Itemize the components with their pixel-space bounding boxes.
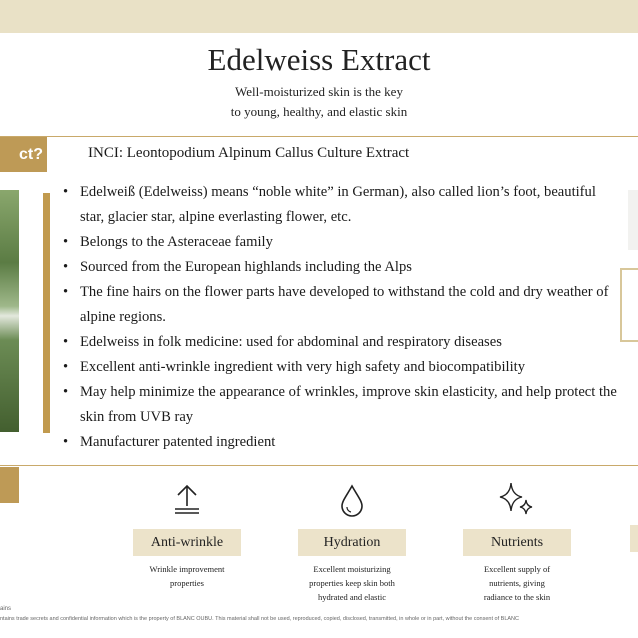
feature-desc bbox=[463, 562, 571, 604]
subtitle-line-2: to young, healthy, and elastic skin bbox=[230, 104, 408, 119]
feature-label: Anti-wrinkle bbox=[133, 529, 241, 556]
section-divider-bottom bbox=[0, 465, 638, 466]
feature-label: Hydration bbox=[298, 529, 406, 556]
feature-anti-wrinkle bbox=[133, 478, 241, 590]
section-tab: ct? bbox=[0, 137, 47, 172]
top-banner bbox=[0, 0, 638, 33]
list-item: • Excellent anti-wrinkle ingredient with very high safety and biocompatibility bbox=[62, 355, 622, 380]
inci-name: INCI: Leontopodium Alpinum Callus Culture Extract bbox=[88, 145, 410, 161]
list-item: • Sourced from the European highlands including the Alps bbox=[62, 255, 622, 280]
page-subtitle bbox=[0, 82, 638, 122]
feature-desc-line: properties keep skin both bbox=[309, 578, 395, 588]
list-item: • Manufacturer patented ingredient bbox=[62, 430, 622, 455]
feature-desc bbox=[298, 562, 406, 604]
accent-bar bbox=[43, 193, 50, 433]
feature-desc-line: hydrated and elastic bbox=[318, 592, 386, 602]
feature-desc-line: Wrinkle improvement bbox=[149, 564, 225, 574]
section-tab-bottom bbox=[0, 467, 19, 503]
feature-desc bbox=[133, 562, 241, 590]
water-drop-icon bbox=[298, 478, 406, 522]
confidentiality-footer: ntains trade secrets and confidential information which is the property of BLANC OUBU. This material shall not be used, reproduced, copied, disclosed, transmitted, in whole or in part, without the consent of BLANC bbox=[0, 616, 519, 622]
feature-desc-line: nutrients, giving bbox=[489, 578, 545, 588]
feature-nutrients bbox=[463, 478, 571, 604]
feature-hydration bbox=[298, 478, 406, 604]
subtitle-line-1: Well-moisturized skin is the key bbox=[235, 84, 403, 99]
feature-label-partial bbox=[630, 525, 638, 552]
section-divider-top bbox=[0, 136, 638, 137]
feature-desc-line: radiance to the skin bbox=[483, 592, 551, 602]
upload-arrow-icon bbox=[133, 478, 241, 522]
edelweiss-photo bbox=[0, 190, 19, 432]
fact-list bbox=[62, 180, 622, 455]
faded-image-edge bbox=[628, 190, 638, 250]
page-title: Edelweiss Extract bbox=[207, 42, 431, 77]
feature-desc-line: Excellent supply of bbox=[483, 564, 551, 574]
list-item: • Belongs to the Asteraceae family bbox=[62, 230, 622, 255]
sparkles-icon bbox=[463, 478, 571, 522]
feature-desc-line: Excellent moisturizing bbox=[313, 564, 391, 574]
feature-label: Nutrients bbox=[463, 529, 571, 556]
list-item: • Edelweiss in folk medicine: used for abdominal and respiratory diseases bbox=[62, 330, 622, 355]
list-item: • Edelweiß (Edelweiss) means “noble white” in German), also called lion’s foot, beautiful star, glacier star, alpine everlasting flower, etc. bbox=[62, 180, 622, 230]
list-item: • The fine hairs on the flower parts have developed to withstand the cold and dry weather of alpine regions. bbox=[62, 280, 622, 330]
footnote-fragment: ains bbox=[0, 606, 12, 612]
list-item: • May help minimize the appearance of wrinkles, improve skin elasticity, and help protect the skin from UVB ray bbox=[62, 380, 622, 430]
offscreen-frame bbox=[620, 268, 638, 342]
feature-desc-line: properties bbox=[170, 578, 204, 588]
